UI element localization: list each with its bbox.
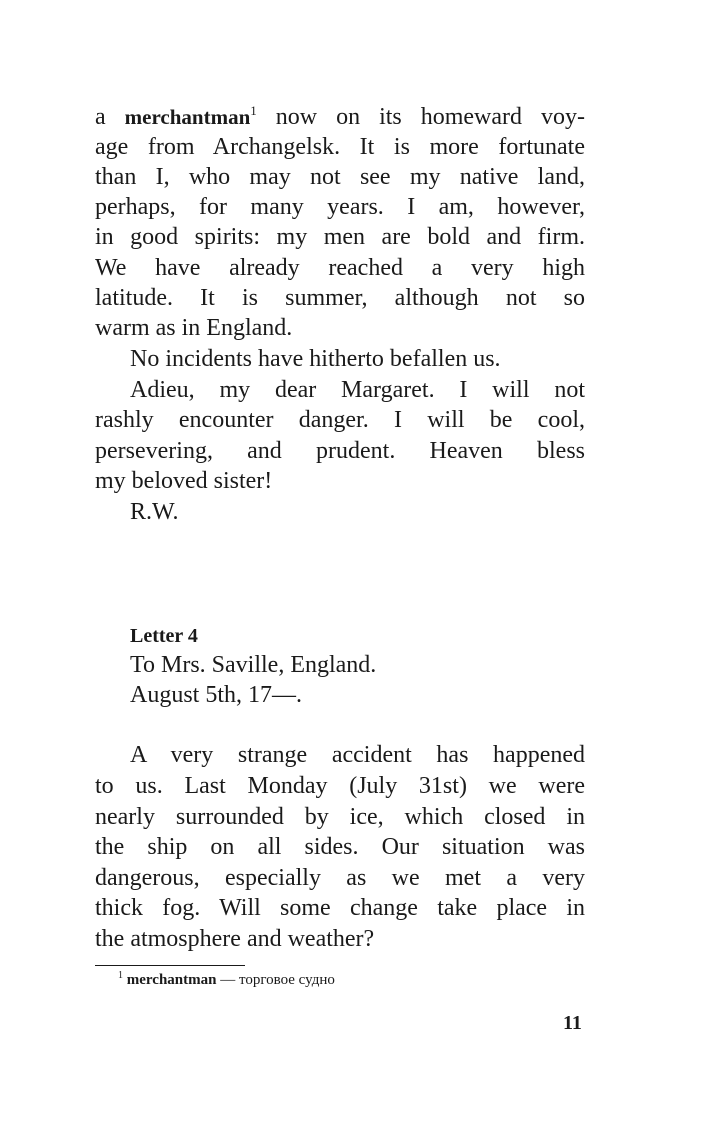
page-number: 11 [563, 1012, 582, 1034]
letter-address: To Mrs. Saville, England. [130, 652, 377, 678]
text-line: thick fog. Will some change take place in [95, 895, 585, 921]
text-line: A very strange accident has happened [130, 742, 585, 768]
signature: R.W. [130, 499, 179, 525]
text-line: the atmosphere and weather? [95, 926, 375, 952]
text-line: We have already reached a very high [95, 255, 585, 281]
text-line: nearly surrounded by ice, which closed in [95, 804, 585, 830]
text-line: warm as in England. [95, 315, 293, 341]
text-line [95, 102, 585, 132]
footnote [118, 969, 335, 991]
letter-date: August 5th, 17—. [130, 682, 303, 708]
footnote-number: 1 [118, 970, 123, 981]
text-line: perhaps, for many years. I am, however, [95, 194, 585, 220]
text-line: the ship on all sides. Our situation was [95, 834, 585, 860]
text-line: age from Archangelsk. It is more fortunate [95, 134, 585, 160]
text-line: my beloved sister! [95, 468, 273, 494]
text-line: No incidents have hitherto befallen us. [130, 346, 501, 372]
letter-heading: Letter 4 [130, 625, 198, 647]
text-line: dangerous, especially as we met a very [95, 865, 585, 891]
glossed-term: merchantman [124, 105, 251, 129]
footnote-divider [95, 965, 245, 966]
footnote-term: merchantman [126, 972, 217, 988]
text-line: in good spirits: my men are bold and firm. [95, 224, 585, 250]
text-line: to us. Last Monday (July 31st) we were [95, 773, 585, 799]
text-line: Adieu, my dear Margaret. I will not [130, 377, 585, 403]
footnote-definition: — торговое судно [216, 972, 335, 988]
text-fragment: now on its homeward voy- [256, 104, 586, 130]
footnote-marker: 1 [250, 103, 257, 118]
text-line: latitude. It is summer, although not so [95, 285, 585, 311]
text-line: persevering, and prudent. Heaven bless [95, 438, 585, 464]
text-line: rashly encounter danger. I will be cool, [95, 407, 585, 433]
text-line: than I, who may not see my native land, [95, 164, 585, 190]
text-fragment: a [95, 104, 125, 130]
